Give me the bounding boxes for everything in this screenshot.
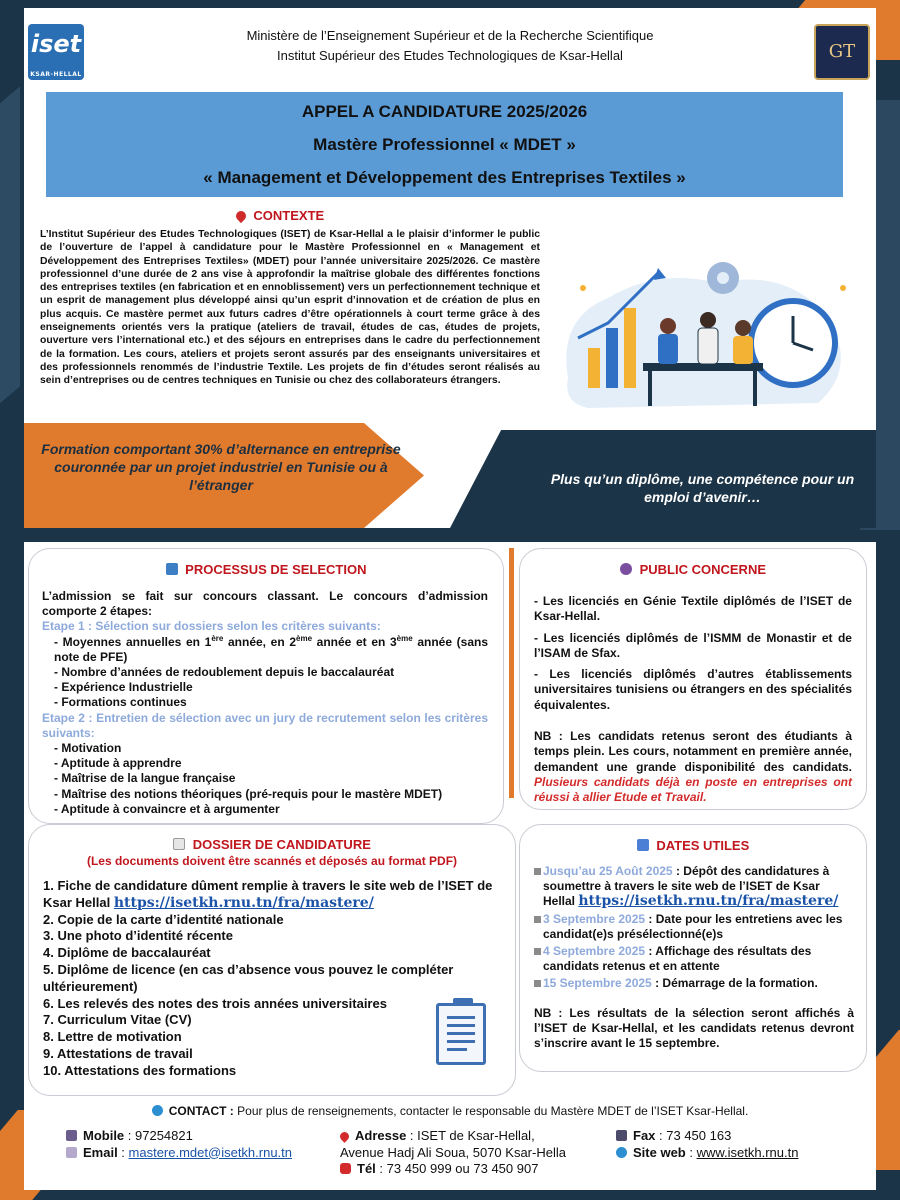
- public-heading-text: PUBLIC CONCERNE: [639, 562, 767, 577]
- clock-icon: [751, 301, 835, 385]
- dates-heading-text: DATES UTILES: [656, 838, 750, 853]
- calendar-icon: [637, 839, 649, 851]
- slogan-text: Plus qu’un diplôme, une compétence pour un emploi d’avenir…: [550, 471, 855, 505]
- dates-heading: [519, 838, 867, 853]
- team-meeting-illustration: [548, 228, 858, 423]
- criteria-item: - Aptitude à apprendre: [54, 756, 182, 771]
- bullet-icon: [534, 948, 541, 955]
- genie-textile-logo: [814, 24, 870, 80]
- iset-logo: [28, 24, 84, 80]
- logo-subtext: KSAR-HELLAL: [30, 71, 82, 78]
- contexte-heading-text: CONTEXTE: [253, 208, 325, 223]
- decor-band-blue-left: [0, 86, 20, 453]
- application-link[interactable]: https://isetkh.rnu.tn/fra/mastere/: [113, 894, 374, 911]
- dossier-item: 9. Attestations de travail: [43, 1045, 193, 1061]
- criteria-item: - Nombre d’années de redoublement depuis le baccalauréat: [54, 665, 395, 680]
- processus-heading-text: PROCESSUS DE SELECTION: [185, 562, 367, 577]
- alternance-text: Formation comportant 30% d’alternance en entreprise couronnée par un projet industriel en Tunisie ou à l’étranger: [41, 441, 401, 493]
- contexte-heading: [90, 208, 470, 223]
- logo-text: iset: [30, 30, 82, 58]
- dates-note: NB : Les résultats de la sélection seront affichés à l’ISET de Ksar-Hellal, et les candidats retenus devront s’inscrire avant le 15 septembre.: [534, 1005, 854, 1051]
- public-item: - Les licenciés en Génie Textile diplômés de l’ISET de Ksar-Hellal.: [534, 594, 852, 624]
- criteria-item: - Formations continues: [54, 695, 187, 710]
- gear-icon: [707, 262, 739, 294]
- bullet-icon: [534, 916, 541, 923]
- location-pin-icon: [338, 1130, 351, 1143]
- dossier-item: 4. Diplôme de baccalauréat: [43, 945, 211, 961]
- link-icon: [152, 1105, 163, 1116]
- public-note: NB : Les candidats retenus seront des étudiants à temps plein. Les cours, notamment en première année, demandent une grande disponibilité des candidats. Plusieurs candidats déjà en poste en entreprises ont réussi à allier Etude et Travail.: [534, 729, 852, 805]
- clipboard-icon: [436, 1003, 486, 1065]
- dates-content: [534, 864, 854, 1051]
- criteria-item: - Moyennes annuelles en 1ère année, en 2ème année et en 3ème année (sans note de PFE): [54, 633, 489, 664]
- contact-phone-email: Mobile : 97254821 Email : mastere.mdet@isetkh.rnu.tn: [66, 1128, 292, 1161]
- pushpin-icon: [234, 209, 248, 223]
- date-item: 4 Septembre 2025 : Affichage des résultats des candidats retenus et en attente: [534, 944, 854, 974]
- phone-icon: [66, 1130, 77, 1141]
- public-note-highlight: Plusieurs candidats déjà en poste en entreprises ont réussi à allier Etude et Travail.: [534, 774, 852, 805]
- dossier-item: 6. Les relevés des notes des trois années universitaires: [43, 995, 387, 1011]
- telephone-icon: [340, 1163, 351, 1174]
- criteria-item: - Motivation: [54, 741, 122, 756]
- title-banner: [46, 92, 843, 197]
- ministry-name: Ministère de l’Enseignement Supérieur et de la Recherche Scientifique: [246, 28, 654, 43]
- etape-2-label: Etape 2 : Entretien de sélection avec un jury de recrutement selon les critères suivants:: [42, 710, 488, 740]
- website-link[interactable]: www.isetkh.rnu.tn: [696, 1144, 799, 1160]
- public-heading: [519, 562, 867, 577]
- contact-line: CONTACT : Pour plus de renseignements, contacter le responsable du Mastère MDET de l’ISET Ksar-Hellal.: [24, 1104, 876, 1118]
- public-item: - Les licenciés diplômés d’autres établissements universitaires tunisiens ou étrangers en des spécialités équivalentes.: [534, 667, 852, 712]
- dossier-item: 8. Lettre de motivation: [43, 1029, 182, 1045]
- dossier-item: 7. Curriculum Vitae (CV): [43, 1012, 192, 1028]
- criteria-item: - Maîtrise de la langue française: [54, 771, 236, 786]
- bullet-icon: [534, 868, 541, 875]
- date-item: 15 Septembre 2025 : Démarrage de la formation.: [534, 976, 854, 991]
- bullet-icon: [534, 980, 541, 987]
- criteria-item: - Maîtrise des notions théoriques (pré-requis pour le mastère MDET): [54, 786, 443, 801]
- criteria-item: - Expérience Industrielle: [54, 680, 193, 695]
- institute-name: Institut Supérieur des Etudes Technologiques de Ksar-Hellal: [277, 48, 623, 63]
- title-line-2: Mastère Professionnel « MDET »: [313, 135, 576, 154]
- dossier-item: 3. Une photo d’identité récente: [43, 928, 233, 944]
- refresh-icon: [166, 563, 178, 575]
- processus-content: [42, 589, 488, 817]
- header-institution: [100, 26, 800, 66]
- globe-icon: [616, 1147, 627, 1158]
- processus-intro: L’admission se fait sur concours classant. Le concours d’admission comporte 2 étapes:: [42, 589, 488, 619]
- dossier-item: 10. Attestations des formations: [43, 1062, 237, 1078]
- title-line-3: « Management et Développement des Entreprises Textiles »: [203, 168, 686, 187]
- contact-fax-web: Fax : 73 450 163 Site web : www.isetkh.rnu.tn: [616, 1128, 798, 1161]
- people-icon: [620, 563, 632, 575]
- date-item: 3 Septembre 2025 : Date pour les entretiens avec les candidat(e)s présélectionné(e)s: [534, 912, 854, 942]
- date-item: Jusqu’au 25 Août 2025 : Dépôt des candidatures à soumettre à travers le site web de l’ISET de Ksar Hellal https://isetkh.rnu.tn/fra/mastere/: [534, 864, 854, 910]
- envelope-icon: [66, 1147, 77, 1158]
- document-icon: [173, 838, 185, 850]
- dossier-item: 5. Diplôme de licence (en cas d’absence vous pouvez le compléter ultérieurement): [43, 961, 454, 994]
- public-content: [534, 594, 852, 812]
- etape-1-label: Etape 1 : Sélection sur dossiers selon les critères suivants:: [42, 619, 381, 634]
- criteria-item: - Aptitude à convaincre et à argumenter: [54, 801, 280, 816]
- dossier-list: [43, 878, 503, 1080]
- dossier-heading-text: DOSSIER DE CANDIDATURE: [192, 837, 371, 852]
- fax-icon: [616, 1130, 627, 1141]
- column-divider: [509, 548, 514, 798]
- processus-heading: [28, 562, 504, 577]
- dossier-subheading: (Les documents doivent être scannés et déposés au format PDF): [86, 854, 458, 868]
- logo-monogram: GT: [828, 41, 856, 62]
- dossier-heading: [28, 837, 516, 852]
- dossier-item: 2. Copie de la carte d’identité nationale: [43, 911, 284, 927]
- public-item: - Les licenciés diplômés de l’ISMM de Monastir et de l’ISAM de Sfax.: [534, 630, 852, 660]
- title-line-1: APPEL A CANDIDATURE 2025/2026: [301, 102, 588, 121]
- email-link[interactable]: mastere.mdet@isetkh.rnu.tn: [128, 1144, 293, 1160]
- contexte-paragraph: L’Institut Supérieur des Etudes Technologiques (ISET) de Ksar-Hellal a le plaisir d’informer le public de l’ouverture de l’appel à candidature pour le Mastère Professionnel en « Management et Développement des Entreprises Textiles» (MDET) pour l’année universitaire 2025/2026. Ce mastère professionnel d’une durée de 2 ans vise à approfondir la maîtrise globale des différentes fonctions des entreprises textiles (en fabrication et en ennoblissement) vers un perfectionnement technique et un esprit de management plus développé ainsi qu’un esprit d’innovation et de création de plus en plus acquis. Ce mastère permet aux futurs cadres d’être opérationnels à court terme grâce à des enseignements orientés vers la pratique (ateliers de travail, études de cas, études de projets, ouverture vers l’international etc.) et des séjours en entreprises dans le cadre du perfectionnement de la formation. Les cours, ateliers et projets seront assurés par des enseignants universitaires et des professionnels renommés de l’industrie Textile. Les projets de fin d’études seront réalisés au sein d’entreprises ou de centres techniques en Tunisie ou chez des collaborateurs étrangers.: [40, 229, 540, 387]
- contact-address: Adresse : ISET de Ksar-Hellal, Avenue Hadj Ali Soua, 5070 Ksar-Hella Tél : 73 450 999 ou 73 450 907: [340, 1128, 566, 1176]
- application-link[interactable]: https://isetkh.rnu.tn/fra/mastere/: [578, 893, 839, 910]
- dossier-item: 1. Fiche de candidature dûment remplie à travers le site web de l’ISET de Ksar Hellal https://isetkh.rnu.tn/fra/mastere/: [43, 878, 493, 911]
